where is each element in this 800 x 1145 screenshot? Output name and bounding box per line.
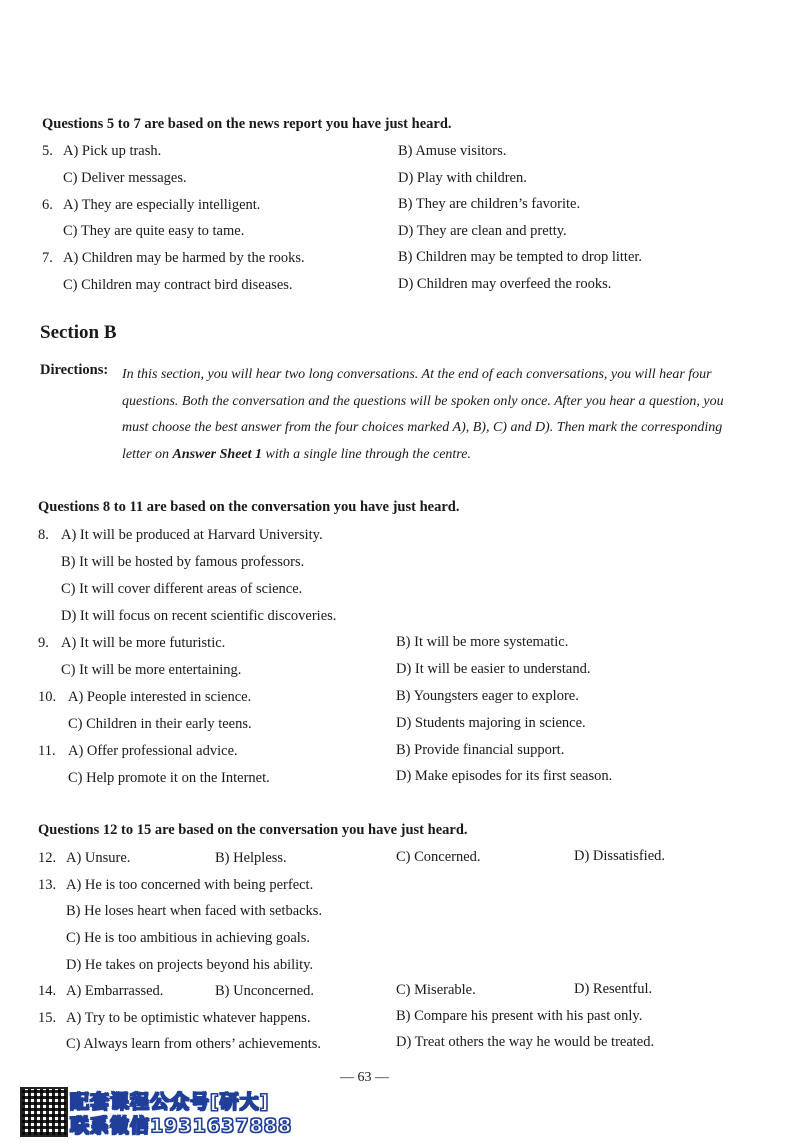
q12-option-a: A) Unsure. (66, 850, 131, 866)
q5-option-b: B) Amuse visitors. (398, 143, 507, 159)
q15-option-a: A) Try to be optimistic whatever happens. (66, 1010, 311, 1026)
q13-option-c: C) He is too ambitious in achieving goals. (66, 930, 311, 946)
q6-option-c: C) They are quite easy to tame. (63, 223, 245, 239)
q15-number: 15. (38, 1010, 57, 1026)
q11-option-d: D) Make episodes for its first season. (396, 768, 613, 784)
directions-label: Directions: (40, 362, 109, 378)
q10-option-d: D) Students majoring in science. (396, 715, 586, 731)
q14-option-c: C) Miserable. (396, 982, 476, 998)
q13-option-b: B) He loses heart when faced with setbacks. (66, 903, 323, 919)
q9-option-c: C) It will be more entertaining. (61, 662, 242, 678)
q12-option-c: C) Concerned. (396, 849, 481, 865)
q13-option-a: A) He is too concerned with being perfect. (66, 877, 314, 893)
q9-option-d: D) It will be easier to understand. (396, 661, 591, 677)
q12-number: 12. (38, 850, 57, 866)
q14-number: 14. (38, 983, 57, 999)
q12-option-b: B) Helpless. (215, 850, 287, 866)
q6-number: 6. (42, 197, 53, 213)
q9-number: 9. (38, 635, 49, 651)
q5-number: 5. (42, 143, 53, 159)
directions-text-part2: with a single line through the centre. (262, 446, 471, 462)
q11-option-c: C) Help promote it on the Internet. (68, 770, 270, 786)
watermark-line-1: 配套课程公众号[研大] (70, 1091, 270, 1113)
q8-option-a: A) It will be produced at Harvard University. (61, 527, 323, 543)
q13-number: 13. (38, 877, 57, 893)
q10-option-c: C) Children in their early teens. (68, 716, 252, 732)
watermark-line-2: 联系微信1931637888 (70, 1115, 293, 1137)
page-number: — 63 — (340, 1070, 389, 1085)
questions-5-7-heading: Questions 5 to 7 are based on the news report you have just heard. (42, 116, 452, 132)
directions-text (122, 362, 742, 468)
q11-number: 11. (38, 743, 56, 759)
q5-option-a: A) Pick up trash. (63, 143, 162, 159)
q8-option-d: D) It will focus on recent scientific discoveries. (61, 608, 337, 624)
q13-option-d: D) He takes on projects beyond his ability. (66, 957, 314, 973)
q7-option-c: C) Children may contract bird diseases. (63, 277, 293, 293)
q10-option-b: B) Youngsters eager to explore. (396, 688, 579, 704)
q11-option-b: B) Provide financial support. (396, 742, 565, 758)
q9-option-a: A) It will be more futuristic. (61, 635, 226, 651)
q14-option-b: B) Unconcerned. (215, 983, 315, 999)
q11-option-a: A) Offer professional advice. (68, 743, 238, 759)
q8-option-c: C) It will cover different areas of science. (61, 581, 303, 597)
q6-option-a: A) They are especially intelligent. (63, 197, 261, 213)
directions-text-part1: In this section, you will hear two long conversations. At the end of each conversations, you will hear four questions. Both the conversation and the questions will be spoken only once. After you hear a question, you must choose the best answer from the four choices marked A), B), C) and D). Then mark the corresponding letter on (122, 367, 724, 462)
qr-code-icon (20, 1087, 68, 1137)
q15-option-b: B) Compare his present with his past only. (396, 1008, 643, 1024)
answer-sheet-label: Answer Sheet 1 (172, 446, 263, 462)
q6-option-d: D) They are clean and pretty. (398, 223, 567, 239)
q7-number: 7. (42, 250, 53, 266)
q12-option-d: D) Dissatisfied. (574, 848, 666, 864)
q5-option-d: D) Play with children. (398, 170, 527, 186)
q6-option-b: B) They are children’s favorite. (398, 196, 581, 212)
q7-option-d: D) Children may overfeed the rooks. (398, 276, 612, 292)
q14-option-a: A) Embarrassed. (66, 983, 164, 999)
q10-option-a: A) People interested in science. (68, 689, 252, 705)
questions-8-11-heading: Questions 8 to 11 are based on the conversation you have just heard. (38, 499, 460, 515)
q5-option-c: C) Deliver messages. (63, 170, 187, 186)
q8-option-b: B) It will be hosted by famous professors. (61, 554, 305, 570)
section-b-title: Section B (40, 322, 117, 343)
q8-number: 8. (38, 527, 49, 543)
watermark (20, 1087, 320, 1139)
q15-option-c: C) Always learn from others’ achievements. (66, 1036, 322, 1052)
q7-option-a: A) Children may be harmed by the rooks. (63, 250, 305, 266)
q15-option-d: D) Treat others the way he would be treated. (396, 1034, 655, 1050)
q9-option-b: B) It will be more systematic. (396, 634, 569, 650)
questions-12-15-heading: Questions 12 to 15 are based on the conversation you have just heard. (38, 822, 468, 838)
q14-option-d: D) Resentful. (574, 981, 653, 997)
q10-number: 10. (38, 689, 57, 705)
q7-option-b: B) Children may be tempted to drop litter. (398, 249, 643, 265)
